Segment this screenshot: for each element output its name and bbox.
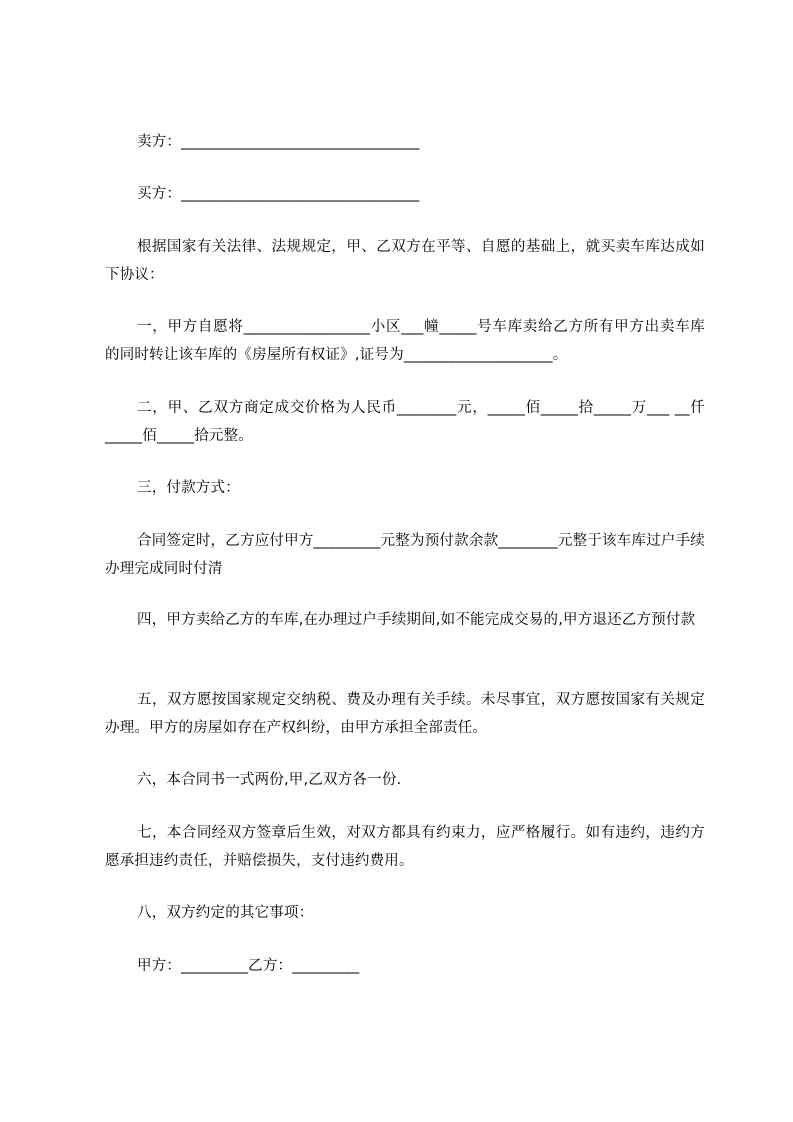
- signature-line: 甲方：_________乙方：_________: [137, 958, 360, 974]
- clause-3-body: 合同签定时，乙方应付甲方_________元整为预付款余款________元整于该车库过户手续办理完成同时付清: [105, 533, 705, 577]
- clause-8: 八，双方约定的其它事项：: [137, 905, 314, 921]
- seller-line: 卖方：________________________________: [137, 134, 420, 150]
- buyer-line: 买方：________________________________: [137, 186, 420, 202]
- clause-2: 二，甲、乙双方商定成交价格为人民币________元，_____佰_____拾_____万___ __仟_____佰_____拾元整。: [105, 400, 705, 444]
- clause-1: 一，甲方自愿将_________________小区___幢_____号车库卖给乙方所有甲方出卖车库的同时转让该车库的《房屋所有权证》,证号为____________________。: [105, 319, 705, 363]
- clause-7: 七，本合同经双方签章后生效，对双方都具有约束力，应严格履行。如有违约，违约方愿承担违约责任，并赔偿损失，支付违约费用。: [105, 825, 705, 869]
- intro-paragraph: 根据国家有关法律、法规规定，甲、乙双方在平等、自愿的基础上，就买卖车库达成如下协议：: [105, 239, 705, 283]
- clause-3-title: 三，付款方式：: [137, 480, 240, 496]
- clause-6: 六，本合同书一式两份,甲,乙双方各一份.: [137, 772, 402, 788]
- clause-4: 四，甲方卖给乙方的车库,在办理过户手续期间,如不能完成交易的,甲方退还乙方预付款: [137, 612, 696, 628]
- clause-5: 五，双方愿按国家规定交纳税、费及办理有关手续。未尽事宜，双方愿按国家有关规定办理。甲方的房屋如存在产权纠纷，由甲方承担全部责任。: [105, 692, 705, 736]
